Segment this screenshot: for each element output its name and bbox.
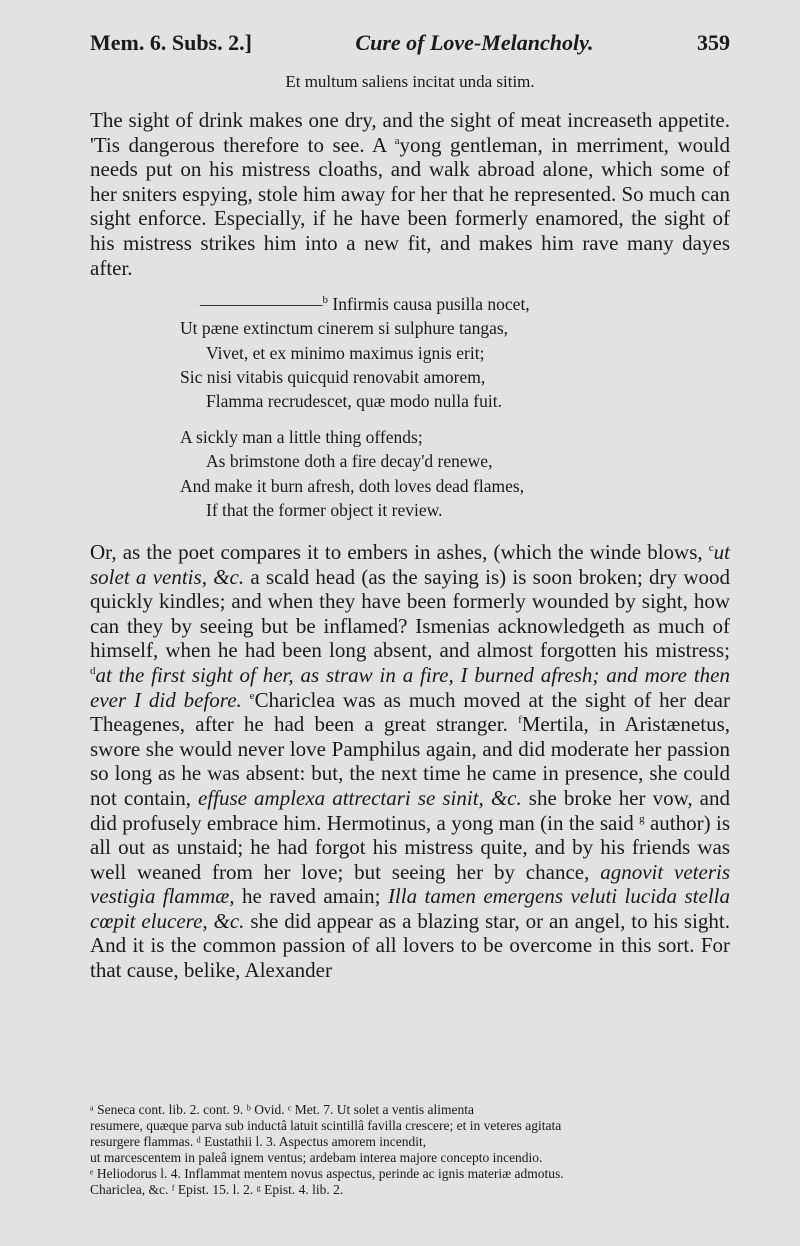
footnote-line: ᵃ Seneca cont. lib. 2. cont. 9. ᵇ Ovid. ᶜ Met. 7. Ut solet a ventis alimenta bbox=[90, 1102, 474, 1117]
paragraph-1: The sight of drink makes one dry, and the sight of meat increaseth appetite. 'Tis dangerous therefore to see. A $^a$yong gentleman, in merriment, would needs put on his mistress cloaths, and walk abroad alone, which some of her sniters espying, stole him away for her that he represented. So much can sight enforce. Especially, if he have been formerly enamored, the sight of his mistress strikes him into a new fit, and makes him rave many dayes after. bbox=[90, 108, 730, 280]
verse-line: A sickly man a little thing offends; bbox=[180, 427, 423, 448]
footnote-ref-d: d bbox=[90, 664, 96, 677]
footnote-ref-a: a bbox=[394, 134, 400, 147]
running-header bbox=[90, 30, 730, 56]
epigraph: Et multum saliens incitat unda sitim. bbox=[285, 72, 535, 91]
footnote-line: resurgere flammas. ᵈ Eustathii l. 3. Aspectus amorem incendit, bbox=[90, 1134, 427, 1149]
verse-line: If that the former object it review. bbox=[206, 499, 443, 520]
footnote-ref-g: g bbox=[639, 812, 645, 825]
verse-block bbox=[180, 292, 730, 522]
verse-line: Flamma recrudescet, quæ modo nulla fuit. bbox=[206, 390, 502, 411]
footnote-ref-c: c bbox=[708, 541, 714, 554]
footnote-ref-e: e bbox=[249, 689, 255, 702]
verse-line: And make it burn afresh, doth loves dead flames, bbox=[180, 475, 525, 496]
footnote-line: Chariclea, &c. ᶠ Epist. 15. l. 2. ᵍ Epist. 4. lib. 2. bbox=[90, 1182, 344, 1197]
section-reference: Mem. 6. Subs. 2.] bbox=[90, 30, 252, 55]
running-title: Cure of Love-Melancholy. bbox=[355, 30, 594, 55]
footnote-line: resumere, quæque parva sub inductâ latuit scintillâ favilla crescere; et in veteres agitata bbox=[90, 1118, 562, 1133]
verse-line: As brimstone doth a fire decay'd renewe, bbox=[206, 451, 493, 472]
verse-line: ———————$^b$ Infirmis causa pusilla nocet, bbox=[200, 294, 530, 315]
verse-line: Ut pæne extinctum cinerem si sulphure tangas, bbox=[180, 318, 509, 339]
footnote-line: ᵉ Heliodorus l. 4. Inflammat mentem novus aspectus, perinde ac ignis materiæ admotus. bbox=[90, 1166, 564, 1181]
verse-line: Vivet, et ex minimo maximus ignis erit; bbox=[206, 342, 485, 363]
footnote-line: ut marcescentem in paleâ ignem ventus; ardebam interea majore concepto incendio. bbox=[90, 1150, 543, 1165]
footnotes bbox=[90, 1102, 730, 1198]
paragraph-2: Or, as the poet compares it to embers in ashes, (which the winde blows, $^c$ut solet a ventis, &c. a scald head (as the saying is) is soon broken; dry wood quickly kindles; and when they have been formerly wounded by sight, how can they by seeing but be inflamed? Ismenias acknowledgeth as much of himself, when he had been long absent, and almost forgotten his mistress; $^d$at the first sight of her, as straw in a fire, I burned afresh; and more then ever I did before. $^e$Chariclea was as much moved at the sight of her dear Theagenes, after he had been a great stranger. $^f$Mertila, in Aristænetus, swore she would never love Pamphilus again, and did moderate her passion so long as he was absent: but, the next time he came in presence, she could not contain, effuse amplexa attrectari se sinit, &c. she broke her vow, and did profusely embrace him. Hermotinus, a yong man (in the said $^g$ author) is all out as unstaid; he had forgot his mistress quite, and by his friends was well weaned from her love; but seeing her by chance, agnovit veteris vestigia flammæ, he raved amain; Illa tamen emergens veluti lucida stella cœpit elucere, &c. she did appear as a blazing star, or an angel, to his sight. And it is the common passion of all lovers to be overcome in this sort. For that cause, belike, Alexander bbox=[90, 539, 730, 983]
footnote-ref-f: f bbox=[518, 714, 522, 727]
page-number: 359 bbox=[696, 30, 730, 55]
verse-line: Sic nisi vitabis quicquid renovabit amorem, bbox=[180, 366, 486, 387]
